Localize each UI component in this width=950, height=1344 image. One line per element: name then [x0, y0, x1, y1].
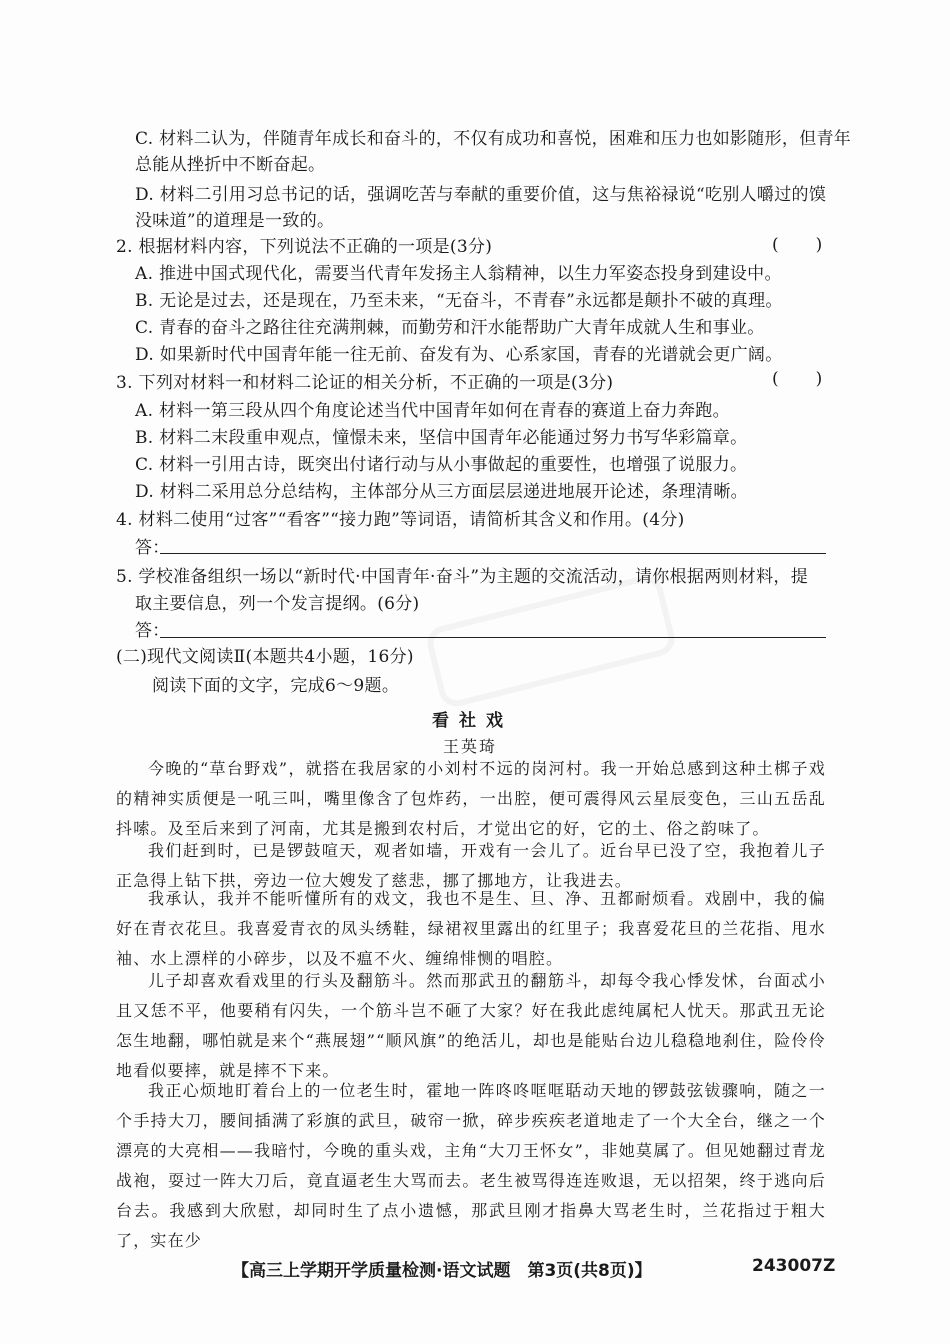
article-title: 看社戏	[432, 711, 513, 731]
q5-answer-line[interactable]	[160, 637, 826, 638]
q3-option-b: B. 材料二末段重申观点，憧憬未来，坚信中国青年必能通过努力书写华彩篇章。	[135, 428, 748, 448]
q2-answer-paren[interactable]: ( )	[772, 235, 833, 255]
q3-option-d: D. 材料二采用总分总结构，主体部分从三方面层层递进地展开论述，条理清晰。	[135, 482, 748, 502]
q1-option-c-line2: 总能从挫折中不断奋起。	[135, 155, 326, 175]
exam-code: 243007Z	[752, 1256, 836, 1276]
q4-answer-line[interactable]	[160, 553, 826, 554]
article-paragraph-2: 我们赶到时，已是锣鼓喧天，观者如墙，开戏有一会儿了。近台早已没了空，我抱着儿子正急得上钻下拱，旁边一位大嫂发了慈悲，挪了挪地方，让我进去。	[116, 841, 826, 890]
q1-option-d-line2: 没味道”的道理是一致的。	[135, 211, 335, 231]
q3-stem: 3. 下列对材料一和材料二论证的相关分析，不正确的一项是(3分)	[116, 373, 614, 393]
page-footer: 【高三上学期开学质量检测·语文试题 第3页(共8页)】	[232, 1261, 652, 1281]
q2-stem: 2. 根据材料内容，下列说法不正确的一项是(3分)	[116, 237, 493, 257]
q3-option-c: C. 材料一引用古诗，既突出付诸行动与从小事做起的重要性，也增强了说服力。	[135, 455, 748, 475]
section2-instruction: 阅读下面的文字，完成6～9题。	[152, 676, 400, 696]
q4-stem: 4. 材料二使用“过客”“看客”“接力跑”等词语，请简析其含义和作用。(4分)	[116, 510, 685, 530]
q3-option-a: A. 材料一第三段从四个角度论述当代中国青年如何在青春的赛道上奋力奔跑。	[135, 401, 730, 421]
article-paragraph-4: 儿子却喜欢看戏里的行头及翻筋斗。然而那武丑的翻筋斗，却每令我心悸发怵，台面忒小且又恁不平，他要稍有闪失，一个筋斗岂不砸了大家？好在我此虑纯属杞人忧天。那武丑无论怎生地翻，哪怕就是来个“燕展翅”“顺风旗”的绝活儿，却也是能贴台边儿稳稳地刹住，险伶伶地看似要摔，就是摔不下来。	[116, 971, 826, 1080]
q2-option-b: B. 无论是过去，还是现在，乃至未来，“无奋斗，不青春”永远都是颠扑不破的真理。	[135, 291, 783, 311]
q1-option-c-line1: C. 材料二认为，伴随青年成长和奋斗的，不仅有成功和喜悦，困难和压力也如影随形，但青年	[135, 129, 852, 149]
article-paragraph-3: 我承认，我并不能听懂所有的戏文，我也不是生、旦、净、丑都耐烦看。戏剧中，我的偏好在青衣花旦。我喜爱青衣的凤头绣鞋，绿裙衩里露出的红里子；我喜爱花旦的兰花指、甩水袖、水上漂样的小碎步，以及不瘟不火、缠绵悱恻的唱腔。	[116, 889, 826, 968]
q5-answer-label: 答：	[135, 621, 170, 641]
q1-option-d-line1: D. 材料二引用习总书记的话，强调吃苦与奉献的重要价值，这与焦裕禄说“吃别人嚼过的馍	[135, 185, 827, 205]
q2-option-c: C. 青春的奋斗之路往往充满荆棘，而勤劳和汗水能帮助广大青年成就人生和事业。	[135, 318, 765, 338]
q2-option-a: A. 推进中国式现代化，需要当代青年发扬主人翁精神，以生力军姿态投身到建设中。	[135, 264, 782, 284]
q3-answer-paren[interactable]: ( )	[772, 369, 833, 389]
q5-stem-line1: 5. 学校准备组织一场以“新时代·中国青年·奋斗”为主题的交流活动，请你根据两则材料，提	[116, 567, 809, 587]
q5-stem-line2: 取主要信息，列一个发言提纲。(6分)	[135, 594, 420, 614]
watermark-stamp	[424, 572, 679, 710]
article-paragraph-5: 我正心烦地盯着台上的一位老生时，霍地一阵咚咚哐哐聒动天地的锣鼓弦钹骤响，随之一个手持大刀，腰间插满了彩旗的武旦，破帘一掀，碎步疾疾老道地走了一个大全台，继之一个漂亮的大亮相——我暗忖，今晚的重头戏，主角“大刀王怀女”，非她莫属了。但见她翻过青龙战袍，耍过一阵大刀后，竟直逼老生大骂而去。老生被骂得连连败退，无以招架，终于逃向后台去。我感到大欣慰，却同时生了点小遗憾，那武旦刚才指鼻大骂老生时，兰花指过于粗大了，实在少	[116, 1081, 826, 1250]
article-paragraph-1: 今晚的“草台野戏”，就搭在我居家的小刘村不远的岗河村。我一开始总感到这种土梆子戏的精神实质便是一吼三叫，嘴里像含了包炸药，一出腔，便可震得风云星辰变色，三山五岳乱抖嗦。及至后来到了河南，尤其是搬到农村后，才觉出它的好，它的土、俗之韵味了。	[116, 759, 826, 838]
article-author: 王英琦	[443, 737, 498, 756]
q2-option-d: D. 如果新时代中国青年能一往无前、奋发有为、心系家国，青春的光谱就会更广阔。	[135, 345, 783, 365]
q4-answer-label: 答：	[135, 538, 170, 558]
section2-heading: (二)现代文阅读Ⅱ(本题共4小题，16分)	[116, 647, 414, 667]
